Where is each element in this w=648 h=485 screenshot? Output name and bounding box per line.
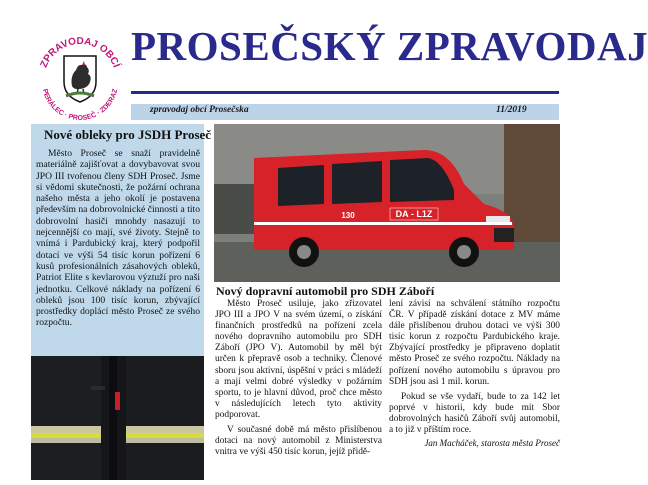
van-number-text: 130 xyxy=(341,211,355,220)
issue-number: 11/2019 xyxy=(496,105,527,115)
van-plate-text: DA - L1Z xyxy=(395,209,433,219)
main-article-heading: Nový dopravní automobil pro SDH Záboří xyxy=(216,284,435,298)
main-article-paragraph-3: lení závisí na schválení státního rozpočtu ČR. V případě získání dotace z MV máme dále přislíbenou druhou dotaci ve výši 300 tisíc korun z rozpočtu Pardubického kraje. Zbývající prostředky je připraveno doplatit město Proseč ze svého rozpočtu. Náklady na pořízení nového automobilu s úpravou pro SDH jsou asi 1 mil. korun. xyxy=(389,299,560,387)
logo-text-bottom: PERÁLEC · PROSEČ · ZDERAZ xyxy=(40,88,120,122)
article-signature: Jan Macháček, starosta města Proseč xyxy=(424,438,560,449)
left-article-heading: Nové obleky pro JSDH Proseč xyxy=(44,127,212,142)
masthead-title: PROSEČSKÝ ZPRAVODAJ xyxy=(131,23,648,69)
municipal-logo xyxy=(34,30,126,122)
main-article-paragraph-2: V současné době má město přislíbenou dotaci na nový automobil z Ministerstva vnitra ve výši 450 tisíc korun, jejíž přidě- xyxy=(215,425,382,458)
masthead-subtitle: zpravodaj obcí Prosečska xyxy=(150,105,249,115)
fire-van-photo xyxy=(214,124,560,282)
main-article-column-2 xyxy=(389,299,560,449)
logo-text-top: ZPRAVODAJ OBCÍ xyxy=(38,35,122,70)
title-underline xyxy=(131,91,559,94)
main-article-paragraph-1: Město Proseč usiluje, jako zřizovatel JPO III a JPO V na svém území, o získání finančních prostředků na pořízení zcela nového dopravního automobilu pro SDH Záboří (JPO V). Automobil by měl být určen k přepravě osob a techniky. Členové sboru jsou aktivní, úspěšní v práci s mládeží a mají velmi dobré výsledky v požárním sportu, to je hlavní důvod, proč chce město v následujících letech tyto aktivity podporovat. xyxy=(215,299,382,420)
firefighter-suit-photo xyxy=(31,356,204,480)
main-article-paragraph-4: Pokud se vše vydaří, bude to za 142 let poprvé v historii, kdy bude mít Sbor dobrovolných hasičů Záboří svůj automobil, a to již v příštím roce. xyxy=(389,391,560,436)
left-article-paragraph: Město Proseč se snaží pravidelně materiálně zajišťovat a dovybavovat svou JPO III tvořenou členy SDH Proseč. Jsme si vědomi skutečnosti, že požární ochrana našeho města a jeho okolí je postavena především na dobrovolnické činnosti a tito dobrovolní hasiči mnohdy nasazují to nejcennější co mají, své životy. Stejně to vnímá i Pardubický kraj, který podpořil dotací ve výši 54 tisíc korun pořízení 6 kusů profesionálních zásahových obleků, Patriot Elite s kevlarovou výztuží pro naši jednotku. Celkové náklady na pořízení 6 obleků jsou 100 tisíc korun, zbývající prostředky doplácí město Proseč ze svého rozpočtu. xyxy=(36,148,200,329)
main-article-column-1 xyxy=(215,299,382,458)
left-article-text xyxy=(36,148,200,329)
